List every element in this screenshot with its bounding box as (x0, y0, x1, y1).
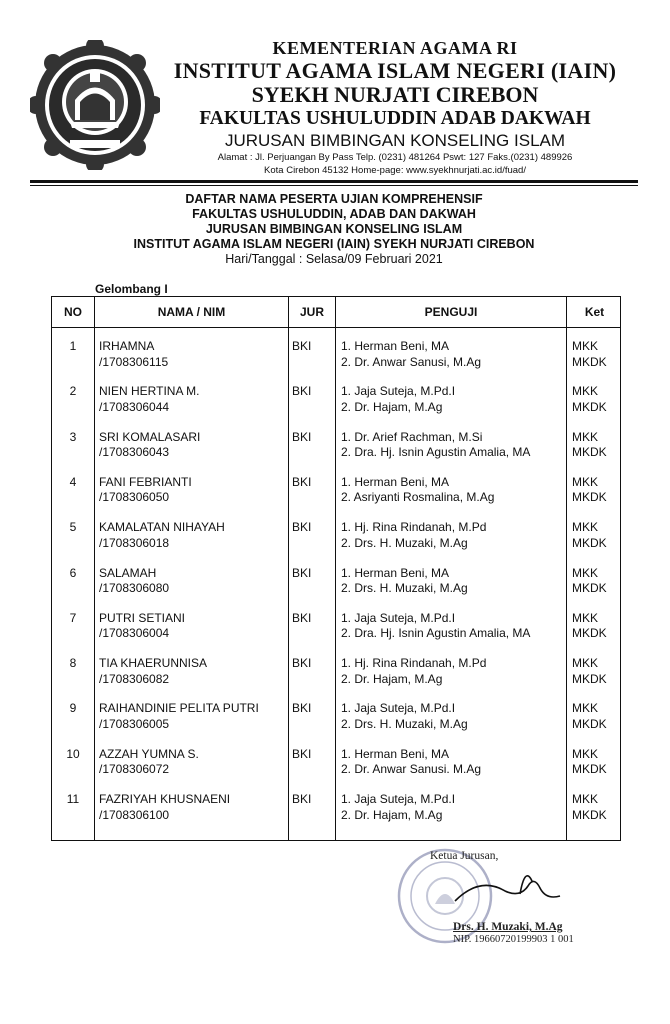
group-label: Gelombang I (95, 282, 168, 296)
row-no: 4 (69, 474, 77, 489)
participant-name: KAMALATAN NIHAYAH (99, 520, 225, 535)
ket-1: MKK (572, 656, 599, 671)
ket-2: MKDK (572, 399, 607, 414)
participant-name-nim (99, 475, 289, 506)
examiner-1: 1. Hj. Rina Rindanah, M.Pd (341, 656, 487, 671)
participant-nim: /1708306044 (99, 399, 170, 414)
participant-nim: /1708306005 (99, 716, 170, 731)
row-no: 10 (66, 746, 80, 761)
row-jur: BKI (292, 384, 312, 399)
participant-name-nim (99, 611, 289, 642)
participant-name: AZZAH YUMNA S. (99, 746, 199, 761)
department-title: JURUSAN BIMBINGAN KONSELING ISLAM (205, 222, 463, 236)
participant-nim: /1708306080 (99, 581, 170, 595)
institute-subname: SYEKH NURJATI CIREBON (251, 82, 539, 107)
row-ket (572, 566, 617, 597)
participant-name: SRI KOMALASARI (99, 429, 201, 444)
table-row (52, 656, 622, 700)
row-examiners (341, 520, 566, 551)
examiner-1: 1. Jaja Suteja, M.Pd.I (341, 384, 456, 399)
row-jur: BKI (292, 792, 312, 806)
letterhead-divider-thin (30, 185, 638, 186)
row-ket (572, 520, 617, 551)
table-row (52, 384, 622, 428)
ket-2: MKDK (572, 671, 607, 686)
signatory-name: Drs. H. Muzaki, M.Ag (453, 921, 563, 933)
participant-name: FAZRIYAH KHUSNAENI (99, 792, 231, 806)
participant-name: NIEN HERTINA M. (99, 384, 200, 399)
header-ket: Ket (584, 305, 605, 319)
row-jur: BKI (292, 520, 312, 535)
participant-name: SALAMAH (99, 565, 157, 580)
participant-name-nim (99, 520, 289, 551)
participant-nim: /1708306115 (99, 354, 169, 369)
letterhead (160, 38, 630, 177)
examiner-2: 2. Dr. Hajam, M.Ag (341, 807, 443, 822)
row-examiners (341, 430, 566, 461)
participant-name-nim (99, 792, 289, 823)
examiner-2: 2. Asriyanti Rosmalina, M.Ag (341, 490, 495, 505)
row-ket (572, 475, 617, 506)
examiner-1: 1. Jaja Suteja, M.Pd.I (341, 792, 456, 806)
header-penguji: PENGUJI (424, 305, 478, 319)
row-ket (572, 792, 617, 823)
ket-1: MKK (572, 429, 599, 444)
faculty-name: FAKULTAS USHULUDDIN ADAB DAKWAH (199, 108, 591, 129)
examiner-2: 2. Dra. Hj. Isnin Agustin Amalia, MA (341, 445, 531, 460)
table-row (52, 566, 622, 610)
header-divider (52, 327, 620, 328)
table-row (52, 747, 622, 791)
examiner-2: 2. Dr. Anwar Sanusi, M.Ag (341, 354, 482, 369)
participant-name: IRHAMNA (99, 339, 155, 353)
row-no: 2 (69, 384, 77, 399)
row-examiners (341, 701, 566, 732)
participant-name: RAIHANDINIE PELITA PUTRI (99, 701, 259, 716)
participant-name-nim (99, 384, 289, 415)
examiner-2: 2. Dr. Hajam, M.Ag (341, 671, 443, 686)
ket-2: MKDK (572, 445, 607, 460)
row-jur: BKI (292, 565, 312, 580)
row-jur: BKI (292, 746, 312, 761)
row-no: 11 (66, 792, 80, 806)
examiner-2: 2. Drs. H. Muzaki, M.Ag (341, 581, 468, 595)
participant-name-nim (99, 747, 289, 778)
ket-2: MKDK (572, 581, 607, 595)
row-no: 1 (69, 339, 77, 353)
examiner-2: 2. Drs. H. Muzaki, M.Ag (341, 535, 468, 550)
table-row (52, 475, 622, 519)
row-examiners (341, 475, 566, 506)
table-row (52, 339, 622, 383)
examiner-2: 2. Drs. H. Muzaki, M.Ag (341, 716, 468, 731)
signature-title: Ketua Jurusan, (430, 850, 499, 862)
participant-name-nim (99, 339, 289, 370)
ket-1: MKK (572, 610, 599, 625)
examiner-2: 2. Dr. Hajam, M.Ag (341, 399, 443, 414)
examiner-1: 1. Herman Beni, MA (341, 746, 450, 761)
participant-name-nim (99, 430, 289, 461)
exam-date: Hari/Tanggal : Selasa/09 Februari 2021 (225, 252, 443, 266)
row-ket (572, 701, 617, 732)
row-examiners (341, 792, 566, 823)
row-jur: BKI (292, 339, 312, 353)
row-ket (572, 656, 617, 687)
row-ket (572, 747, 617, 778)
row-no: 6 (69, 565, 77, 580)
row-no: 9 (69, 701, 77, 716)
participant-name-nim (99, 566, 289, 597)
examiner-1: 1. Jaja Suteja, M.Pd.I (341, 610, 456, 625)
ket-1: MKK (572, 339, 599, 353)
participant-name-nim (99, 656, 289, 687)
address-line: Alamat : Jl. Perjuangan By Pass Telp. (0231) 481264 Pswt: 127 Faks.(0231) 489926 (217, 152, 573, 163)
document-title-block (30, 192, 638, 267)
department-name: JURUSAN BIMBINGAN KONSELING ISLAM (224, 131, 566, 150)
participant-nim: /1708306082 (99, 671, 170, 686)
participant-name: FANI FEBRIANTI (99, 474, 192, 489)
faculty-title: FAKULTAS USHULUDDIN, ADAB DAN DAKWAH (192, 207, 476, 221)
examiner-1: 1. Herman Beni, MA (341, 474, 450, 489)
ket-2: MKDK (572, 490, 607, 505)
examiner-1: 1. Herman Beni, MA (341, 339, 450, 353)
ket-2: MKDK (572, 807, 607, 822)
ket-2: MKDK (572, 716, 607, 731)
city-website-line: Kota Cirebon 45132 Home-page: www.syekhnurjati.ac.id/fuad/ (264, 165, 526, 176)
participants-table (51, 296, 621, 841)
institute-title: INSTITUT AGAMA ISLAM NEGERI (IAIN) SYEKH NURJATI CIREBON (133, 237, 535, 251)
row-examiners (341, 747, 566, 778)
ket-1: MKK (572, 565, 599, 580)
row-examiners (341, 339, 566, 370)
ket-1: MKK (572, 384, 599, 399)
row-no: 8 (69, 656, 77, 671)
ministry-name: KEMENTERIAN AGAMA RI (272, 38, 518, 58)
table-row (52, 792, 622, 836)
row-ket (572, 611, 617, 642)
row-examiners (341, 611, 566, 642)
participant-name: PUTRI SETIANI (99, 610, 186, 625)
participant-nim: /1708306043 (99, 445, 170, 460)
ket-2: MKDK (572, 535, 607, 550)
row-ket (572, 384, 617, 415)
ket-1: MKK (572, 474, 599, 489)
row-examiners (341, 566, 566, 597)
examiner-1: 1. Dr. Arief Rachman, M.Si (341, 429, 483, 444)
examiner-1: 1. Herman Beni, MA (341, 565, 450, 580)
row-no: 5 (69, 520, 77, 535)
participant-name: TIA KHAERUNNISA (99, 656, 208, 671)
table-row (52, 520, 622, 564)
row-jur: BKI (292, 701, 312, 716)
participant-name-nim (99, 701, 289, 732)
row-ket (572, 430, 617, 461)
participant-nim: /1708306050 (99, 490, 170, 505)
table-row (52, 701, 622, 745)
participant-nim: /1708306100 (99, 807, 170, 822)
participant-nim: /1708306072 (99, 762, 170, 777)
header-nama-nim: NAMA / NIM (157, 305, 226, 319)
examiner-1: 1. Hj. Rina Rindanah, M.Pd (341, 520, 487, 535)
ket-2: MKDK (572, 762, 607, 777)
table-row (52, 430, 622, 474)
row-examiners (341, 384, 566, 415)
header-jur: JUR (299, 305, 324, 319)
row-no: 3 (69, 429, 77, 444)
table-row (52, 611, 622, 655)
row-ket (572, 339, 617, 370)
row-jur: BKI (292, 474, 312, 489)
participant-nim: /1708306004 (99, 626, 170, 641)
signatory-nip: NIP. 19660720199903 1 001 (453, 934, 574, 945)
ket-1: MKK (572, 520, 599, 535)
header-no: NO (64, 305, 82, 319)
ket-1: MKK (572, 792, 599, 806)
ket-1: MKK (572, 701, 599, 716)
institute-name: INSTITUT AGAMA ISLAM NEGERI (IAIN) (173, 58, 617, 83)
row-jur: BKI (292, 429, 312, 444)
ket-1: MKK (572, 746, 599, 761)
document-title: DAFTAR NAMA PESERTA UJIAN KOMPREHENSIF (185, 192, 483, 206)
row-no: 7 (69, 610, 77, 625)
signature-block (395, 836, 635, 956)
institution-logo (30, 40, 160, 170)
participant-nim: /1708306018 (99, 535, 170, 550)
row-jur: BKI (292, 610, 312, 625)
row-examiners (341, 656, 566, 687)
letterhead-divider-thick (30, 180, 638, 183)
examiner-2: 2. Dr. Anwar Sanusi. M.Ag (341, 762, 482, 777)
examiner-1: 1. Jaja Suteja, M.Pd.I (341, 701, 456, 716)
ket-2: MKDK (572, 354, 607, 369)
row-jur: BKI (292, 656, 312, 671)
ket-2: MKDK (572, 626, 607, 641)
examiner-2: 2. Dra. Hj. Isnin Agustin Amalia, MA (341, 626, 531, 641)
handwritten-signature (450, 856, 570, 916)
